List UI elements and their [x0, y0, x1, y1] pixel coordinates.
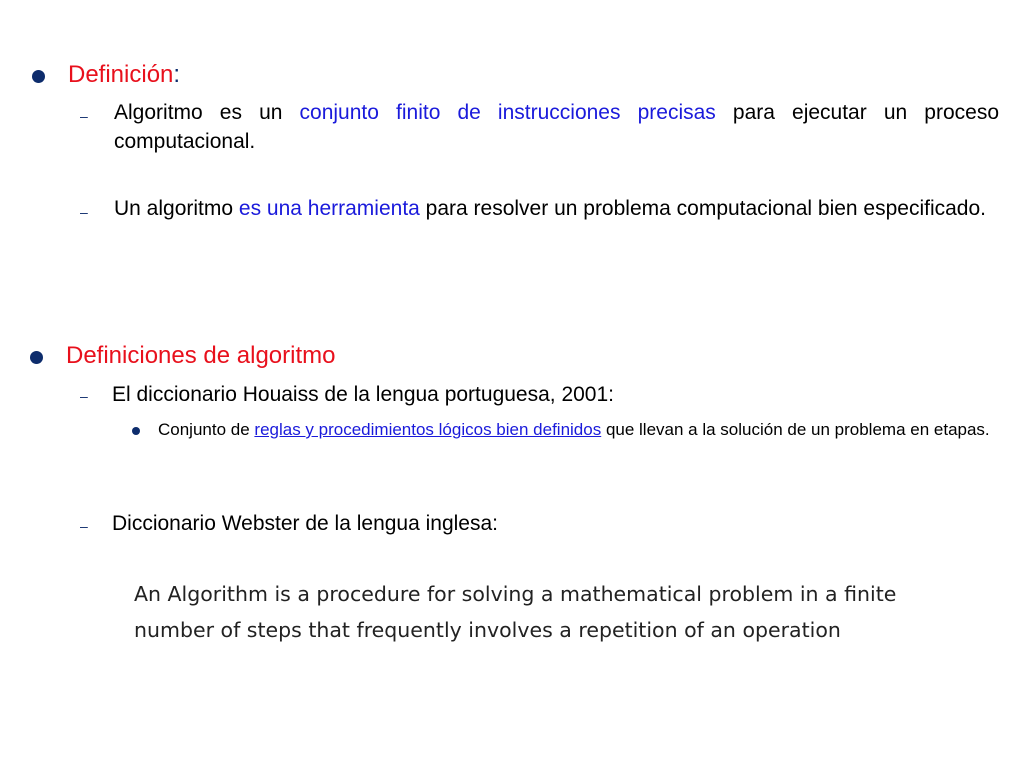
dash-bullet-icon: – [80, 204, 88, 220]
item-text-before: Algoritmo es un [114, 101, 300, 124]
houaiss-label: El diccionario Houaiss de la lengua portuguesa, 2001: [112, 383, 615, 406]
webster-quote-line-2: number of steps that frequently involves a repetition of an operation [134, 618, 841, 642]
houaiss-text-after: que llevan a la solución de un problema en etapas. [601, 420, 990, 439]
small-bullet-dot-icon [132, 427, 140, 435]
item-highlight: conjunto finito de instrucciones precisas [299, 101, 716, 124]
dash-bullet-icon: – [80, 108, 88, 124]
houaiss-text-before: Conjunto de [158, 420, 255, 439]
item-highlight: es una herramienta [238, 197, 420, 220]
heading-colon: : [173, 61, 181, 88]
dash-bullet-icon: – [80, 518, 88, 534]
webster-label: Diccionario Webster de la lengua inglesa: [112, 512, 498, 535]
heading-text: Definición [68, 61, 174, 88]
item-text-after: para ejecutar un proceso computacional. [114, 101, 999, 153]
definition-item-1 [114, 98, 999, 156]
section-heading-definiciones: Definiciones de algoritmo [66, 342, 336, 369]
item-text-after: para resolver un problema computacional bien especificado. [419, 197, 987, 220]
bullet-dot-icon [32, 70, 45, 83]
section-heading-definicion [68, 61, 180, 89]
dash-bullet-icon: – [80, 388, 88, 404]
bullet-dot-icon [30, 351, 43, 364]
definition-item-2 [114, 194, 999, 223]
houaiss-definition [158, 416, 1003, 444]
item-text-before: Un algoritmo [114, 197, 239, 220]
houaiss-definition-link[interactable]: reglas y procedimientos lógicos bien definidos [254, 420, 602, 439]
webster-quote-line-1: An Algorithm is a procedure for solving a mathematical problem in a finite [134, 582, 897, 606]
